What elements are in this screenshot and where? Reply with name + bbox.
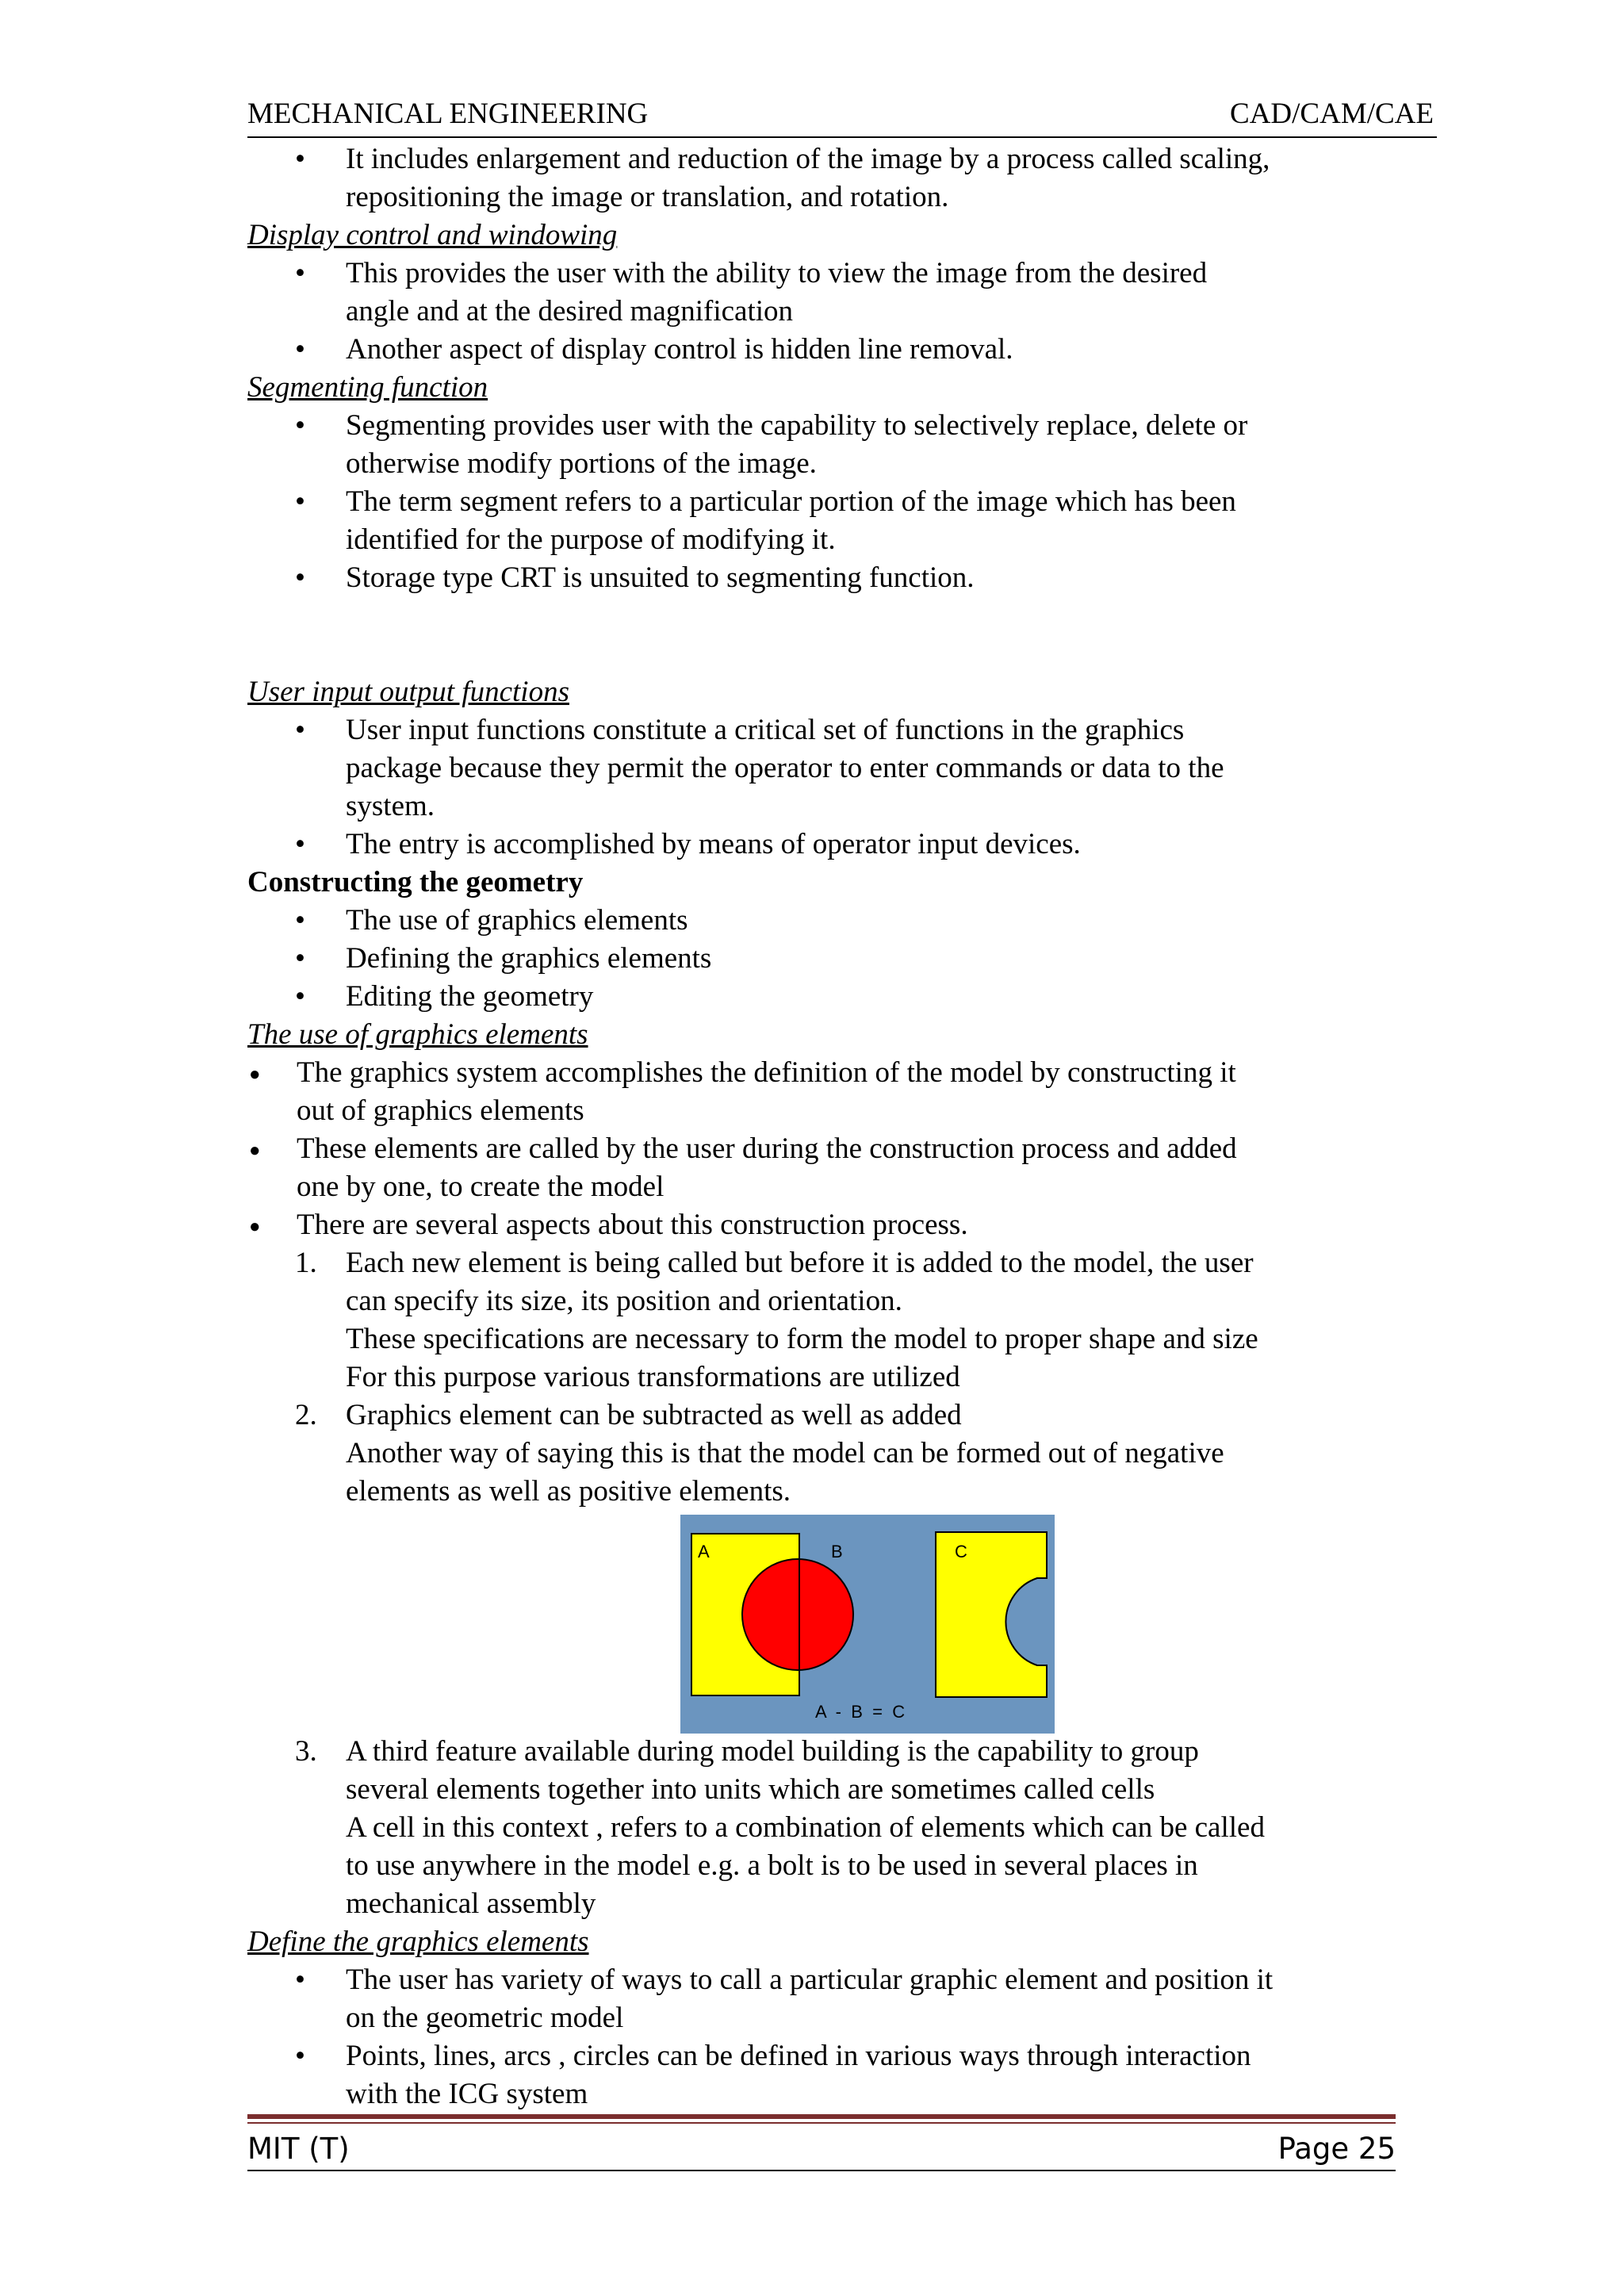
header-subject: CAD/CAM/CAE [1230,98,1434,130]
body-line: otherwise modify portions of the image. [346,447,817,480]
section-heading: Segmenting function [247,371,488,404]
bullet: ● [249,1216,261,1237]
body-line: Storage type CRT is unsuited to segmenting function. [346,561,975,594]
section-heading: User input output functions [247,676,569,708]
body-line: to use anywhere in the model e.g. a bolt is to be used in several places in [346,1849,1198,1882]
section-heading: Define the graphics elements [247,1925,589,1958]
section-heading: Display control and windowing [247,219,618,251]
bullet: ● [249,1140,261,1161]
bullet: • [295,257,305,289]
body-line: Defining the graphics elements [346,942,712,975]
body-line: User input functions constitute a critical set of functions in the graphics [346,714,1185,746]
body-line: package because they permit the operator to enter commands or data to the [346,752,1224,784]
body-line: The term segment refers to a particular portion of the image which has been [346,485,1236,518]
body-line: The graphics system accomplishes the definition of the model by constructing it [297,1056,1236,1089]
body-line: Segmenting provides user with the capability to selectively replace, delete or [346,409,1248,442]
body-line: can specify its size, its position and orientation. [346,1285,902,1317]
body-line: Editing the geometry [346,980,594,1013]
bullet: • [295,485,305,518]
body-line: Another way of saying this is that the model can be formed out of negative [346,1437,1224,1469]
body-line: Another aspect of display control is hidden line removal. [346,333,1013,366]
label-b: B [831,1542,843,1561]
body-line: angle and at the desired magnification [346,295,794,328]
bullet: • [295,561,305,594]
list-number: 2. [295,1399,317,1431]
body-line: The entry is accomplished by means of operator input devices. [346,828,1081,860]
body-line: several elements together into units which are sometimes called cells [346,1773,1155,1806]
body-line: one by one, to create the model [297,1170,665,1203]
shape-b-circle [742,1559,853,1670]
list-number: 3. [295,1735,317,1768]
body-line: This provides the user with the ability to view the image from the desired [346,257,1208,289]
body-line: Points, lines, arcs , circles can be defined in various ways through interaction [346,2040,1251,2072]
label-c: C [955,1542,967,1561]
body-line: Each new element is being called but before it is added to the model, the user [346,1247,1254,1279]
bullet: • [295,942,305,975]
footer-institution: MIT (T) [247,2132,350,2166]
body-line: elements as well as positive elements. [346,1475,791,1508]
body-line: The user has variety of ways to call a particular graphic element and position it [346,1964,1274,1996]
bullet: • [295,980,305,1013]
bullet: • [295,409,305,442]
body-line: on the geometric model [346,2002,624,2034]
body-line: It includes enlargement and reduction of the image by a process called scaling, [346,143,1270,175]
body-line: Graphics element can be subtracted as well as added [346,1399,962,1431]
body-line: A cell in this context , refers to a combination of elements which can be called [346,1811,1265,1844]
boolean-subtraction-figure [680,1515,1055,1734]
list-number: 1. [295,1247,317,1279]
body-line: out of graphics elements [297,1094,584,1127]
body-line: These elements are called by the user during the construction process and added [297,1132,1237,1165]
footer-rule-thin [247,2122,1396,2124]
bold-heading: Constructing the geometry [247,866,584,898]
body-line: with the ICG system [346,2078,588,2110]
body-line: mechanical assembly [346,1887,596,1920]
figure-caption: A - B = C [815,1702,906,1722]
bullet: ● [249,1064,261,1085]
body-line: A third feature available during model building is the capability to group [346,1735,1199,1768]
bullet: • [295,828,305,860]
body-line: system. [346,790,435,822]
footer-page-number: Page 25 [1277,2132,1396,2166]
body-line: For this purpose various transformations are utilized [346,1361,960,1393]
header-rule [247,136,1437,138]
footer-bottom-rule [247,2170,1396,2171]
body-line: These specifications are necessary to form the model to proper shape and size [346,1323,1258,1355]
body-line: repositioning the image or translation, and rotation. [346,181,949,213]
bullet: • [295,333,305,366]
bullet: • [295,714,305,746]
bullet: • [295,2040,305,2072]
body-line: identified for the purpose of modifying it. [346,523,836,556]
bullet: • [295,1964,305,1996]
label-a: A [698,1542,710,1561]
bullet: • [295,904,305,937]
bullet: • [295,143,305,175]
section-heading: The use of graphics elements [247,1018,588,1051]
footer-rule-thick [247,2114,1396,2119]
body-line: There are several aspects about this construction process. [297,1209,968,1241]
body-line: The use of graphics elements [346,904,688,937]
header-title: MECHANICAL ENGINEERING [247,98,649,130]
